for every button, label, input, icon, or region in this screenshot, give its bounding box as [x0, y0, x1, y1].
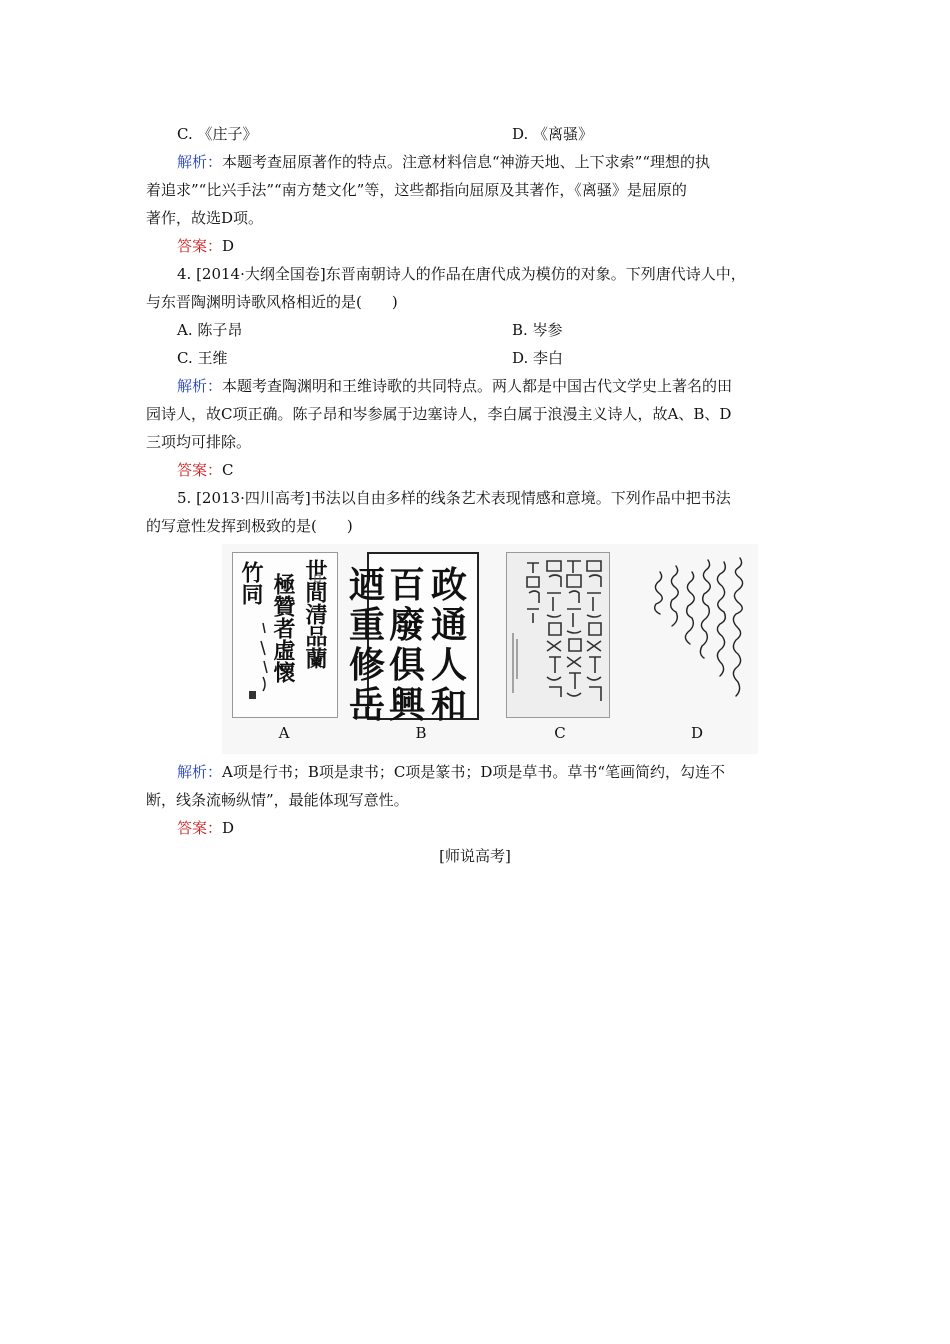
- q4-stem-line-1: 4. [2014·大纲全国卷]东晋南朝诗人的作品在唐代成为模仿的对象。下列唐代诗人中，: [177, 265, 746, 283]
- q4-stem-line-2: 与东晋陶渊明诗歌风格相近的是( ): [146, 293, 398, 311]
- section-title: [师说高考]: [439, 847, 511, 865]
- q5-stem-line-2: 的写意性发挥到极致的是( ): [146, 517, 353, 535]
- q5-analysis-line-2: 断，线条流畅纵情”，最能体现写意性。: [146, 791, 409, 809]
- analysis-label: 解析：: [177, 377, 223, 395]
- q3-option-d: D. 《离骚》: [512, 125, 594, 143]
- answer-value: D: [222, 819, 235, 837]
- panel-b-char: 興: [388, 683, 425, 726]
- q3-analysis-line-1: [177, 152, 710, 172]
- analysis-text: A项是行书；B项是隶书；C项是篆书；D项是草书。草书“笔画简约，勾连不: [222, 763, 726, 781]
- q4-analysis-line-3: 三项均可排除。: [146, 433, 252, 451]
- q5-answer: [177, 818, 234, 838]
- q4-analysis-line-2: 园诗人，故C项正确。陈子昂和岑参属于边塞诗人，李白属于浪漫主义诗人，故A、B、D: [146, 405, 732, 423]
- q3-analysis-line-2: 着追求”“比兴手法”“南方楚文化”等，这些都指向屈原及其著作，《离骚》是屈原的: [146, 181, 687, 199]
- panel-b-char: 岳: [348, 683, 385, 726]
- panel-a-signature-strokes: [233, 553, 337, 717]
- analysis-label: 解析：: [177, 763, 223, 781]
- q4-option-c: C. 王维: [177, 349, 228, 367]
- panel-a-column-1: 世間清品蘭: [302, 559, 328, 669]
- caption-d: D: [690, 724, 704, 742]
- q4-option-b: B. 岑参: [512, 321, 563, 339]
- panel-b-char: 和: [430, 683, 467, 726]
- q4-option-d: D. 李白: [512, 349, 564, 367]
- calligraphy-panel-a: [232, 552, 338, 718]
- answer-label: 答案：: [177, 461, 223, 479]
- q4-answer: [177, 460, 234, 480]
- q3-option-c: C. 《庄子》: [177, 125, 258, 143]
- answer-label: 答案：: [177, 237, 223, 255]
- analysis-text: 本题考查陶渊明和王维诗歌的共同特点。两人都是中国古代文学史上著名的田: [222, 377, 733, 395]
- analysis-text: 本题考查屈原著作的特点。注意材料信息“神游天地、上下求索”“理想的执: [222, 153, 711, 171]
- caption-a: A: [278, 724, 290, 742]
- panel-d-cursive-strokes: [642, 552, 752, 716]
- caption-c: C: [554, 724, 566, 742]
- q5-stem-line-1: 5. [2013·四川高考]书法以自由多样的线条艺术表现情感和意境。下列作品中把书法: [177, 489, 731, 507]
- calligraphy-panel-c: [506, 552, 610, 718]
- panel-a-column-3: 竹同: [238, 561, 264, 605]
- answer-label: 答案：: [177, 819, 223, 837]
- calligraphy-figure: [222, 544, 758, 754]
- panel-b-char: 通: [430, 603, 467, 646]
- panel-b-char: 百: [388, 563, 425, 606]
- q4-option-a: A. 陈子昂: [177, 321, 243, 339]
- panel-b-char: 俱: [388, 643, 425, 686]
- answer-value: C: [222, 461, 234, 479]
- panel-b-char: 政: [430, 563, 467, 606]
- q4-analysis-line-1: [177, 376, 732, 396]
- calligraphy-panel-b: [348, 552, 479, 726]
- panel-a-column-2: 極贊者虛懷: [270, 573, 296, 683]
- analysis-label: 解析：: [177, 153, 223, 171]
- panel-b-char: 人: [430, 643, 467, 686]
- caption-b: B: [415, 724, 427, 742]
- panel-b-char: 修: [348, 643, 385, 686]
- q3-analysis-line-3: 著作，故选D项。: [146, 209, 264, 227]
- panel-b-char: 廢: [388, 603, 425, 646]
- panel-b-char: 重: [348, 603, 385, 646]
- calligraphy-panel-d: [642, 552, 752, 716]
- answer-value: D: [222, 237, 235, 255]
- q3-answer: [177, 236, 234, 256]
- panel-c-seal-script-strokes: [507, 553, 609, 717]
- panel-b-char: 迺: [348, 563, 385, 606]
- q5-analysis-line-1: [177, 762, 725, 782]
